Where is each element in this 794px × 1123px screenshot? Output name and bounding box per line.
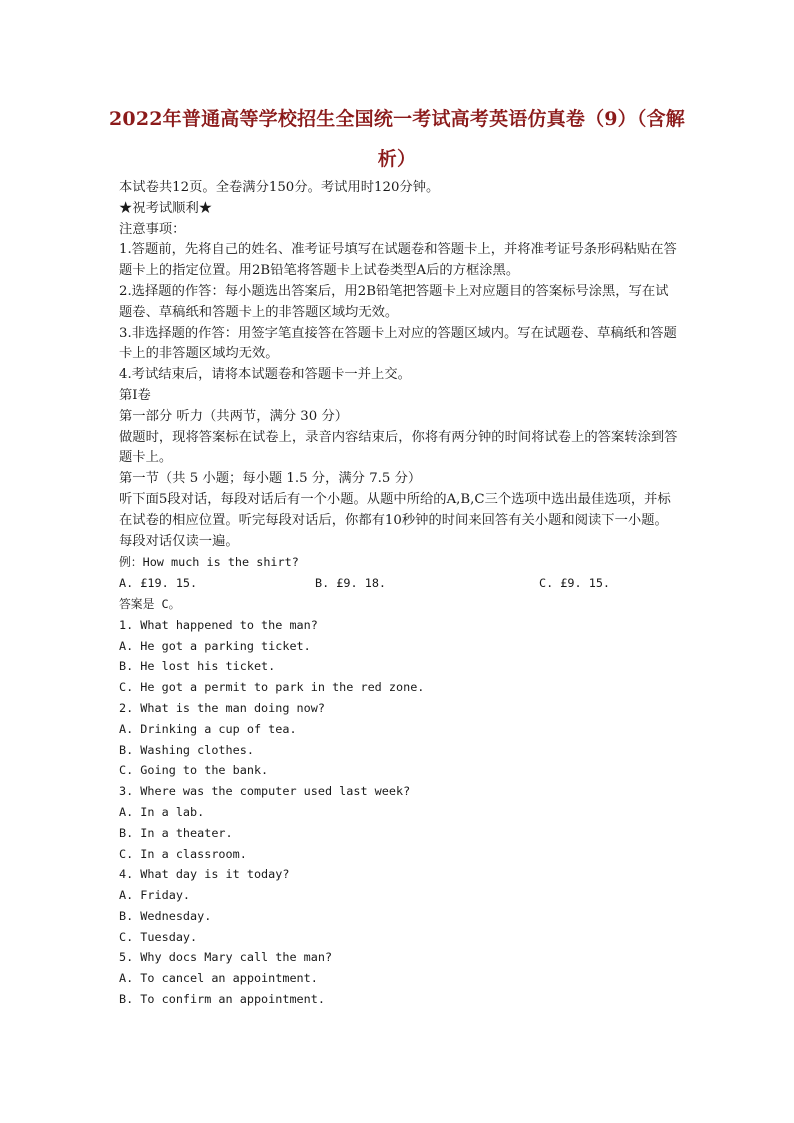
notice-item: 3.非选择题的作答：用签字笔直接答在答题卡上对应的答题区域内。写在试题卷、草稿纸和答题卡上的非答题区域均无效。 [119, 325, 677, 362]
part-instruction: 做题时，现将答案标在试卷上，录音内容结束后，你将有两分钟的时间将试卷上的答案转涂到答题卡上。 [119, 429, 678, 466]
part-heading: 第一部分 听力（共两节，满分 30 分） [119, 408, 349, 424]
notice-item: 2.选择题的作答：每小题选出答案后，用2B铅笔把答题卡上对应题目的答案标号涂黑，写在试题卷、草稿纸和答题卡上的非答题区域均无效。 [119, 283, 669, 320]
example-options [119, 573, 679, 594]
question-option: B. In a theater. [119, 825, 233, 840]
question-option: C. In a classroom. [119, 846, 247, 861]
question-option: A. Drinking a cup of tea. [119, 721, 297, 736]
example-option-c: C. £9. 15. [539, 576, 611, 591]
question-4: 4. What day is it today? [119, 867, 290, 882]
question-option: C. Going to the bank. [119, 763, 269, 778]
example-option-b: B. £9. 18. [315, 576, 387, 591]
good-luck-line: ★祝考试顺利★ [119, 200, 213, 216]
question-1: 1. What happened to the man? [119, 617, 318, 632]
question-option: A. In a lab. [119, 804, 205, 819]
question-option: C. Tuesday. [119, 929, 198, 944]
question-option: A. Friday. [119, 888, 191, 903]
section-instruction: 听下面5段对话，每段对话后有一个小题。从题中所给的A,B,C三个选项中选出最佳选项，并标在试卷的相应位置。听完每段对话后，你都有10秒钟的时间来回答有关小题和阅读下一小题。每段对话仅读一遍。 [119, 491, 671, 549]
question-option: A. To cancel an appointment. [119, 971, 318, 986]
example-option-a: A. £19. 15. [119, 576, 198, 591]
question-option: A. He got a parking ticket. [119, 638, 311, 653]
example-question: 例：How much is the shirt? [119, 555, 299, 570]
question-2: 2. What is the man doing now? [119, 700, 325, 715]
question-3: 3. Where was the computer used last week? [119, 784, 411, 799]
exam-info: 本试卷共12页。全卷满分150分。考试用时120分钟。 [119, 180, 440, 195]
question-5: 5. Why docs Mary call the man? [119, 950, 333, 965]
notice-item: 1.答题前，先将自己的姓名、准考证号填写在试题卷和答题卡上，并将准考证号条形码粘贴在答题卡上的指定位置。用2B铅笔将答题卡上试卷类型A后的方框涂黑。 [119, 242, 677, 279]
document-body [119, 178, 679, 1010]
question-option: B. Wednesday. [119, 908, 212, 923]
question-option: B. To confirm an appointment. [119, 992, 325, 1007]
section-heading: 第一节（共 5 小题；每小题 1.5 分，满分 7.5 分） [119, 471, 422, 487]
question-option: B. Washing clothes. [119, 742, 254, 757]
notice-heading: 注意事项： [119, 221, 186, 237]
document-title: 2022年普通高等学校招生全国统一考试高考英语仿真卷（9）（含解析） [108, 108, 685, 170]
question-option: B. He lost his ticket. [119, 659, 276, 674]
example-answer: 答案是 C。 [119, 596, 181, 611]
notice-item: 4.考试结束后，请将本试题卷和答题卡一并上交。 [119, 367, 411, 383]
volume-heading: 第Ⅰ卷 [119, 387, 151, 403]
question-option: C. He got a permit to park in the red zone. [119, 680, 425, 695]
